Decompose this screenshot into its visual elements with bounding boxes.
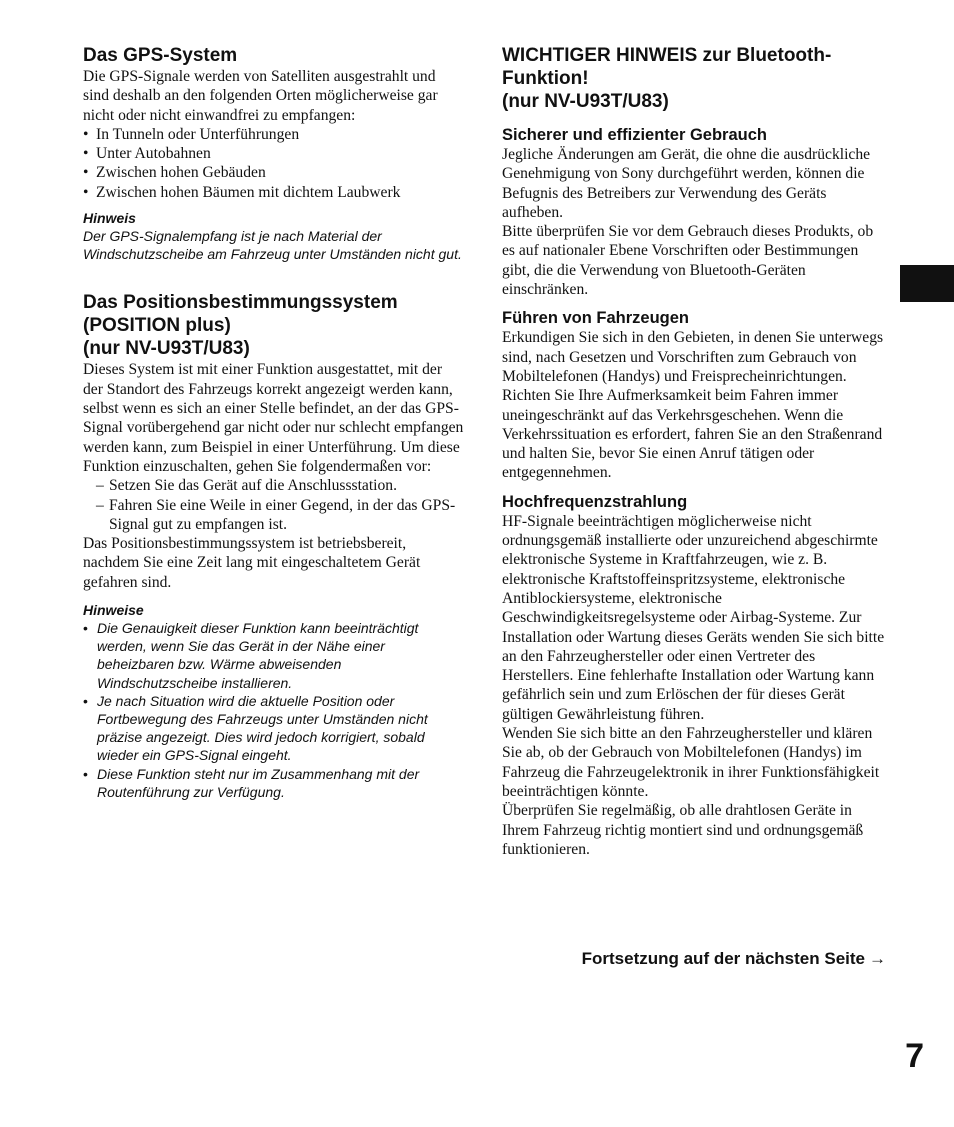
rf-paragraph: Überprüfen Sie regelmäßig, ob alle drahtlosen Geräte in Ihrem Fahrzeug richtig montiert sind und ordnungsgemäß funktionieren. [502, 802, 864, 858]
position-heading-line: Das Positionsbestimmungssystem [83, 292, 398, 314]
left-column [83, 44, 465, 801]
position-heading-line: (POSITION plus) [83, 315, 231, 337]
bluetooth-heading-line: WICHTIGER HINWEIS zur Bluetooth- [502, 45, 832, 66]
rf-paragraph: HF-Signale beeinträchtigen möglicherweise nicht ordnungsgemäß installierte oder unzureichend abgeschirmte elektronische Systeme in Kraftfahrzeugen, wie z. B. elektronische Kraftstoffeinspritzsysteme, elektronische Antiblockiersysteme, elektronische Geschwindigkeitsregelsysteme oder Airbag-Systeme. Zur Installation oder Wartung dieses Geräts wenden Sie sich bitte an den Fahrzeughersteller oder einen Vertreter des Herstellers. Eine fehlerhafte Installation oder Wartung kann gefährlich sein und zum Erlöschen der für dieses Gerät gültigen Gewährleistung führen. [502, 512, 885, 723]
list-item: • Zwischen hohen Gebäuden [83, 163, 465, 182]
section-title-safe-use: Sicherer und effizienter Gebrauch [502, 126, 767, 144]
bluetooth-heading-line: Funktion! [502, 68, 589, 89]
driving-paragraph: Erkundigen Sie sich in den Gebieten, in denen Sie unterwegs sind, nach Gesetzen und Vorschriften zum Gebrauch von Mobiltelefonen (Handys) und Freisprecheinrichtungen. [502, 329, 884, 385]
gps-intro: Die GPS-Signale werden von Satelliten ausgestrahlt und sind deshalb an den folgenden Orten möglicherweise gar nicht oder nicht einwandfrei zu empfangen: [83, 68, 438, 124]
gps-bullet-list [83, 125, 465, 202]
list-item: • Zwischen hohen Bäumen mit dichtem Laubwerk [83, 183, 465, 202]
section-title-driving: Führen von Fahrzeugen [502, 309, 690, 328]
position-notes-title: Hinweise [83, 602, 144, 619]
position-steps [83, 476, 465, 534]
page-number: 7 [905, 1037, 924, 1075]
list-item: – Fahren Sie eine Weile in einer Gegend, in der das GPS-Signal gut zu empfangen ist. [83, 496, 465, 535]
list-item: – Setzen Sie das Gerät auf die Anschlussstation. [83, 476, 465, 495]
position-heading [83, 291, 465, 360]
gps-note-text: Der GPS-Signalempfang ist je nach Material der Windschutzscheibe am Fahrzeug unter Umständen nicht gut. [83, 228, 462, 263]
section-tab-marker [900, 265, 954, 302]
position-after: Das Positionsbestimmungssystem ist betriebsbereit, nachdem Sie eine Zeit lang mit eingeschaltetem Gerät gefahren sind. [83, 535, 421, 591]
rf-paragraph: Wenden Sie sich bitte an den Fahrzeughersteller und klären Sie ab, ob der Gebrauch von Mobiltelefonen (Handys) im Fahrzeug die Fahrzeugelektronik in ihrer Funktionsfähigkeit beeinträchtigen könnte. [502, 725, 880, 800]
list-item: • In Tunneln oder Unterführungen [83, 125, 465, 144]
bluetooth-heading-line: (nur NV-U93T/U83) [502, 91, 669, 112]
driving-paragraph: Richten Sie Ihre Aufmerksamkeit beim Fahren immer uneingeschränkt auf das Verkehrsgeschehen. Wenn die Verkehrssituation es erfordert, fahren Sie an den Straßenrand und halten Sie, bevor Sie einen Anruf tätigen oder entgegennehmen. [502, 387, 883, 482]
list-item: • Je nach Situation wird die aktuelle Position oder Fortbewegung des Fahrzeugs unter Umständen nicht präzise angezeigt. Dies wird jedoch korrigiert, sobald wieder ein GPS-Signal eingeht. [83, 692, 465, 765]
gps-heading: Das GPS-System [83, 45, 238, 66]
position-intro: Dieses System ist mit einer Funktion ausgestattet, mit der der Standort des Fahrzeugs korrekt angezeigt werden kann, selbst wenn es sich an einer Stelle befindet, an der das GPS-Signal vorübergehend gar nicht oder nur schlecht empfangen werden kann, zum Beispiel in einer Unterführung. Um diese Funktion einzuschalten, gehen Sie folgendermaßen vor: [83, 361, 464, 475]
safe-use-paragraph: Bitte überprüfen Sie vor dem Gebrauch dieses Produkts, ob es auf nationaler Ebene Vorschriften oder Bestimmungen gibt, die die Verwendung von Bluetooth-Geräten einschränken. [502, 223, 874, 299]
list-item: • Diese Funktion steht nur im Zusammenhang mit der Routenführung zur Verfügung. [83, 765, 465, 801]
right-column [502, 44, 888, 859]
section-title-rf: Hochfrequenzstrahlung [502, 492, 688, 511]
list-item: • Unter Autobahnen [83, 144, 465, 163]
list-item: • Die Genauigkeit dieser Funktion kann beeinträchtigt werden, wenn Sie das Gerät in der Nähe einer beheizbaren bzw. Wärme abweisenden Windschutzscheibe installieren. [83, 619, 465, 692]
safe-use-paragraph: Jegliche Änderungen am Gerät, die ohne die ausdrückliche Genehmigung von Sony durchgeführt werden, können die Befugnis des Betreibers zur Verwendung des Geräts aufheben. [502, 146, 871, 221]
gps-note-title: Hinweis [83, 210, 136, 227]
right-arrow-icon: → [869, 949, 886, 968]
continue-next-page [502, 948, 886, 970]
continue-text: Fortsetzung auf der nächsten Seite [581, 949, 865, 968]
bluetooth-heading [502, 44, 888, 113]
position-notes-list [83, 619, 465, 801]
position-heading-line: (nur NV-U93T/U83) [83, 338, 250, 360]
